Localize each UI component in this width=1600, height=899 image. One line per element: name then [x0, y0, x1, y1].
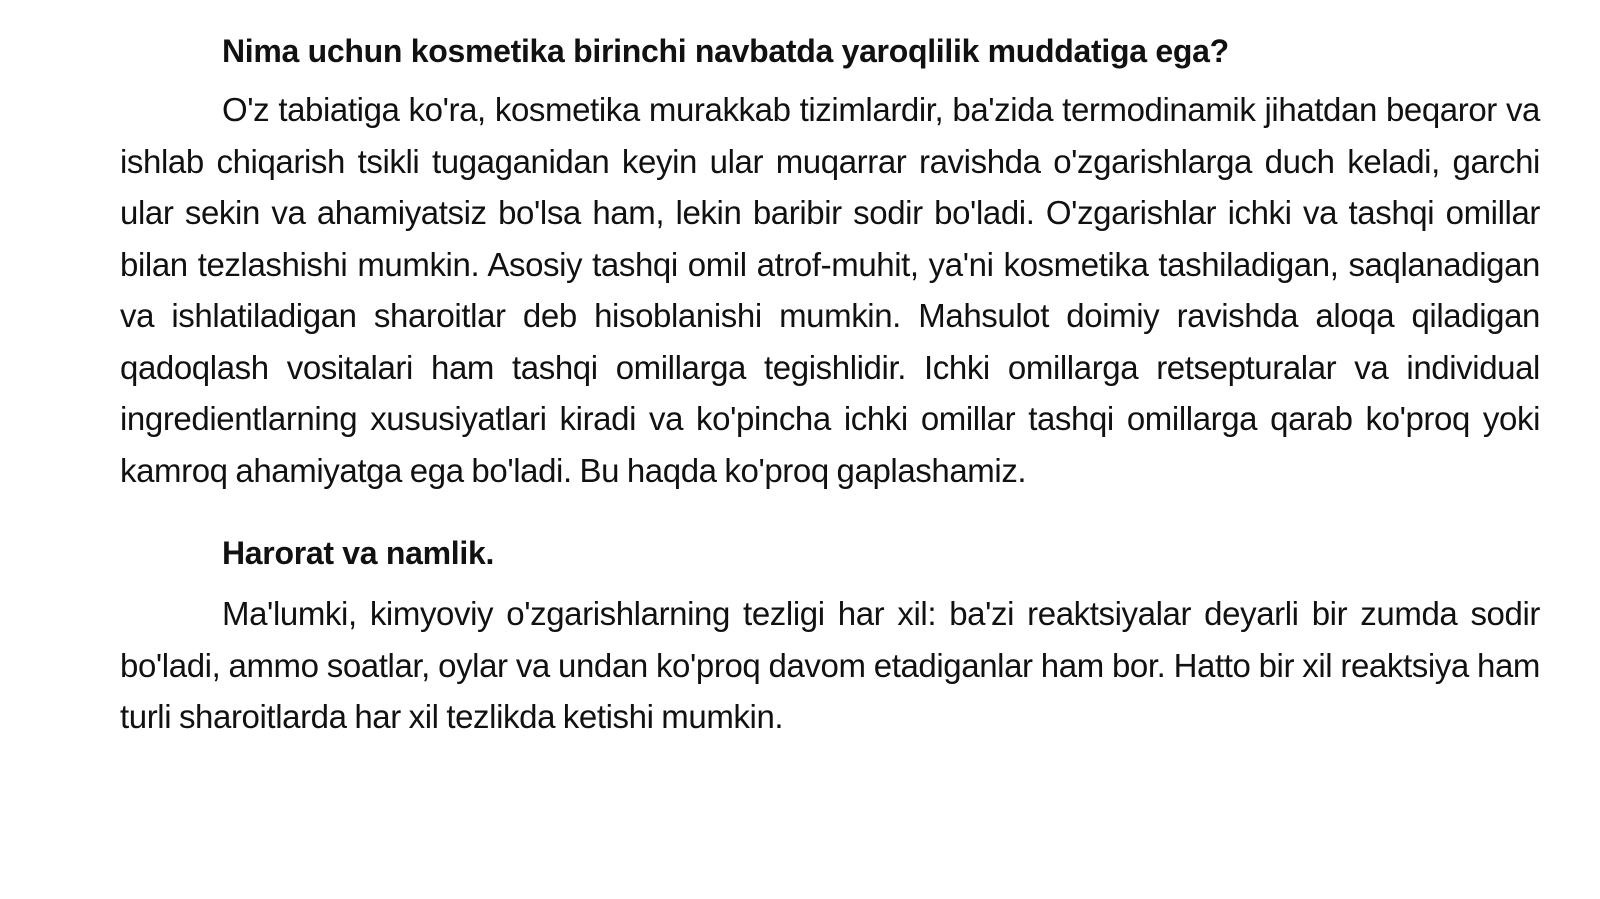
heading-shelf-life: Nima uchun kosmetika birinchi navbatda yaroqlilik muddatiga ega?: [222, 33, 1229, 69]
paragraph-cosmetics-factors: O'z tabiatiga ko'ra, kosmetika murakkab tizimlardir, ba'zida termodinamik jihatdan beqaror va ishlab chiqarish tsikli tugaganidan keyin ular muqarrar ravishda o'zgarishlarga duch keladi, garchi ular sekin va ahamiyatsiz bo'lsa ham, lekin baribir sodir bo'ladi. O'zgarishlar ichki va tashqi omillar bilan tezlashishi mumkin. Asosiy tashqi omil atrof-muhit, ya'ni kosmetika tashiladigan, saqlanadigan va ishlatiladigan sharoitlar deb hisoblanishi mumkin. Mahsulot doimiy ravishda aloqa qiladigan qadoqlash vositalari ham tashqi omillarga tegishlidir. Ichki omillarga retsepturalar va individual ingredientlarning xususiyatlari kiradi va ko'pincha ichki omillar tashqi omillarga qarab ko'proq yoki kamroq ahamiyatga ega bo'ladi. Bu haqda ko'proq gaplashamiz.: [120, 91, 1540, 489]
document-page: [120, 26, 1540, 743]
heading-temperature-humidity: Harorat va namlik.: [222, 535, 495, 571]
paragraph-reaction-speed: Ma'lumki, kimyoviy o'zgarishlarning tezligi har xil: ba'zi reaktsiyalar deyarli bir zumda sodir bo'ladi, ammo soatlar, oylar va undan ko'proq davom etadiganlar ham bor. Hatto bir xil reaktsiya ham turli sharoitlarda har xil tezlikda ketishi mumkin.: [120, 595, 1540, 735]
